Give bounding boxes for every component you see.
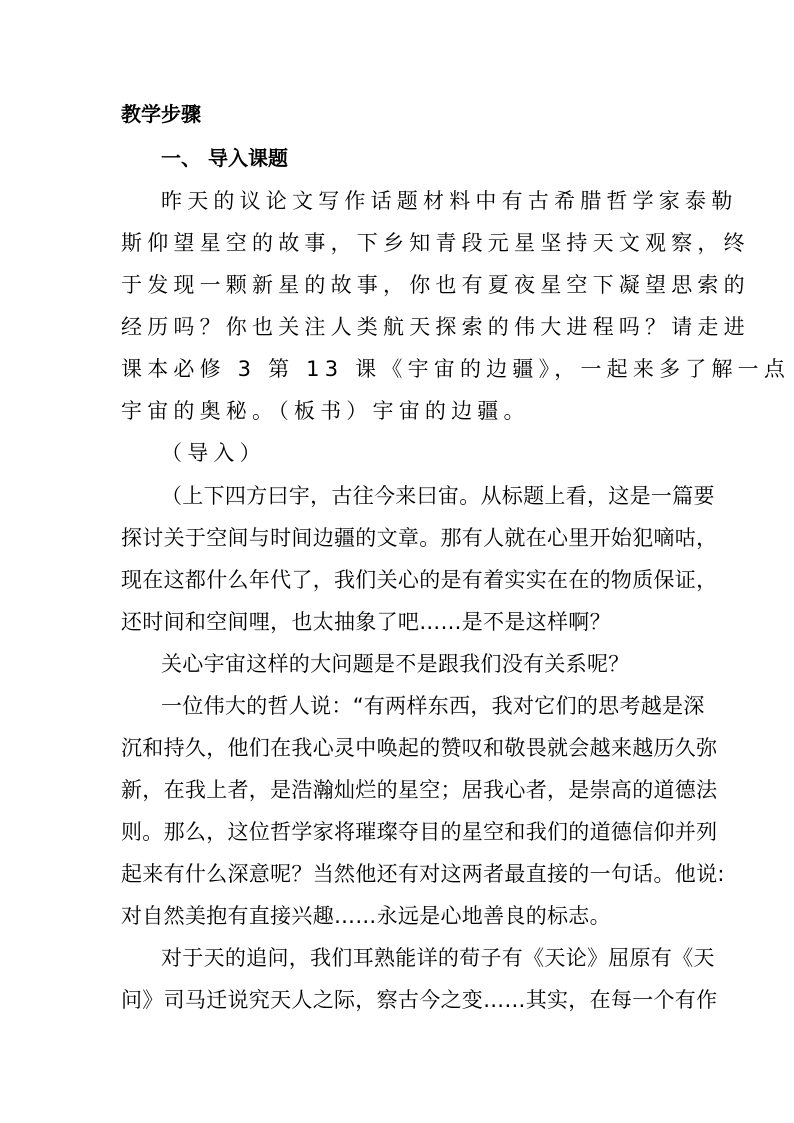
paragraph-line-5: 课本必修 3 第 13 课《宇宙的边疆》，一起来多了解一点 [121,357,791,381]
paragraph-line-15: 则。那么，这位哲学家将璀璨夺目的星空和我们的道德信仰并列 [121,820,718,844]
paragraph-line-3: 于发现一颗新星的故事，你也有夏夜星空下凝望思索的 [121,273,750,297]
paragraph-line-4: 经历吗？你也关注人类航天探索的伟大进程吗？请走进 [121,315,750,339]
paragraph-line-10: 还时间和空间哩，也太抽象了吧……是不是这样啊？ [121,610,611,634]
paragraph-line-2: 斯仰望星空的故事，下乡知青段元星坚持天文观察，终 [121,231,750,255]
paragraph-line-14: 新，在我上者，是浩瀚灿烂的星空；居我心者，是崇高的道德法 [121,778,718,802]
paragraph-line-17: 对自然美抱有直接兴趣……永远是心地善良的标志。 [121,904,611,928]
paragraph-line-16: 起来有什么深意呢？当然他还有对这两者最直接的一句话。他说: [121,862,725,886]
paragraph-line-9: 现在这都什么年代了，我们关心的是有着实实在在的物质保证， [121,568,718,592]
section-1-title: 一、 导入课题 [161,146,288,170]
lesson-steps-heading: 教学步骤 [121,102,201,126]
paragraph-line-1: 昨天的议论文写作话题材料中有古希腊哲学家泰勒 [161,189,738,213]
paragraph-line-11: 关心宇宙这样的大问题是不是跟我们没有关系呢？ [161,652,630,676]
intro-note: （导入） [161,441,266,465]
paragraph-line-19: 问》司马迁说究天人之际，察古今之变……其实，在每一个有作 [121,988,718,1012]
paragraph-line-18: 对于天的追问，我们耳熟能详的荀子有《天论》屈原有《天 [161,946,715,970]
paragraph-line-7: （上下四方曰宇，古往今来曰宙。从标题上看，这是一篇要 [161,484,715,508]
paragraph-line-12: 一位伟大的哲人说：“有两样东西，我对它们的思考越是深 [161,694,705,718]
paragraph-line-8: 探讨关于空间与时间边疆的文章。那有人就在心里开始犯嘀咕， [121,526,718,550]
paragraph-line-13: 沉和持久，他们在我心灵中唤起的赞叹和敬畏就会越来越历久弥 [121,736,718,760]
paragraph-line-6: 宇宙的奥秘。（板书）宇宙的边疆。 [121,399,530,423]
